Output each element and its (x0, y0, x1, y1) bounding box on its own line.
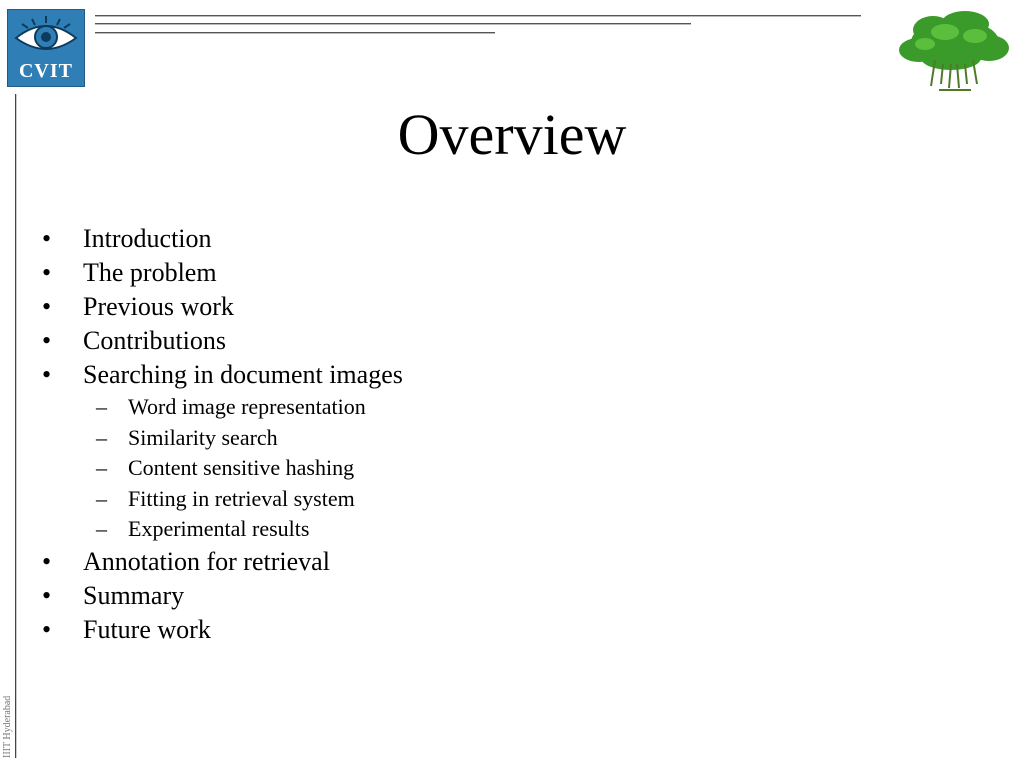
bullet-item (0, 290, 1000, 324)
bullet-label: Searching in document images (83, 360, 403, 389)
bullet-item (0, 222, 1000, 256)
sub-bullet-item (0, 484, 1000, 515)
side-label: IIIT Hyderabad (2, 695, 13, 758)
sub-bullet-label: Similarity search (128, 424, 278, 450)
bullet-item (0, 256, 1000, 290)
bullet-label: Summary (83, 580, 185, 610)
sub-bullet-marker: – (96, 394, 107, 419)
bullet-label: The problem (83, 258, 217, 287)
sub-bullet-marker: – (96, 424, 107, 450)
bullet-label: Previous work (83, 292, 234, 321)
bullet-item (0, 579, 1000, 613)
sub-bullet-label: Word image representation (128, 394, 366, 419)
logo-text: CVIT (18, 60, 73, 82)
sub-bullet-label: Experimental results (128, 516, 310, 542)
sub-bullet-marker: – (96, 485, 107, 511)
header-rule (95, 23, 691, 25)
bullet-marker: • (42, 224, 52, 253)
sub-bullet-item (0, 514, 1000, 545)
bullet-marker: • (42, 292, 52, 321)
bullet-marker: • (42, 614, 52, 644)
sub-bullet-label: Fitting in retrieval system (128, 485, 355, 511)
bullet-marker: • (42, 258, 52, 287)
sub-bullet-label: Content sensitive hashing (128, 455, 355, 481)
bullet-marker: • (42, 580, 52, 610)
header-rule (95, 15, 861, 17)
sub-bullet-item (0, 453, 1000, 484)
slide-title: Overview (397, 102, 627, 167)
bullet-label: Contributions (83, 326, 227, 355)
sub-bullet-item (0, 423, 1000, 454)
sub-bullet-marker: – (96, 516, 107, 542)
bullet-item (0, 324, 1000, 358)
bullet-marker: • (42, 326, 52, 355)
tree-icon (895, 8, 1015, 92)
bullet-item (0, 358, 1000, 392)
header-rule (95, 32, 495, 34)
bullet-label: Future work (83, 614, 211, 644)
bullet-item (0, 545, 1000, 579)
bullet-label: Annotation for retrieval (83, 546, 330, 576)
sub-bullet-item (0, 392, 1000, 423)
bullet-marker: • (42, 360, 52, 389)
sub-bullet-marker: – (96, 455, 107, 481)
bullet-list (0, 222, 1000, 647)
bullet-marker: • (42, 546, 52, 576)
cvit-logo (7, 9, 85, 87)
bullet-label: Introduction (83, 224, 212, 253)
bullet-item (0, 613, 1000, 647)
